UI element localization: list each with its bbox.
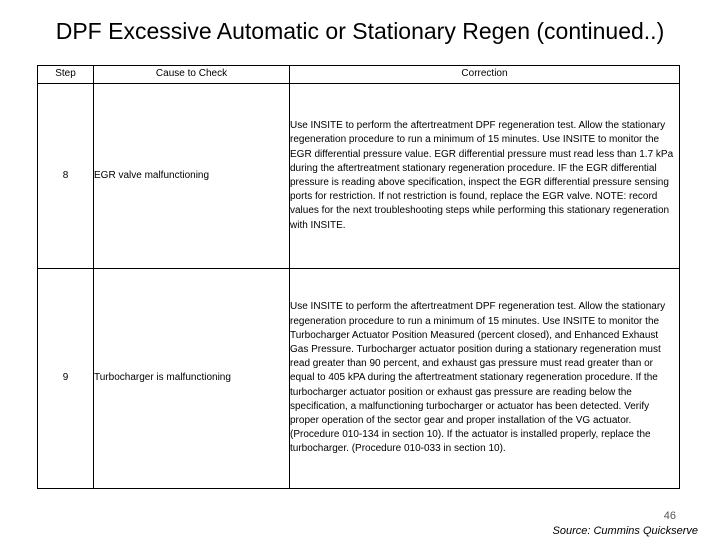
step-number: 8 xyxy=(38,84,94,269)
header-correction: Correction xyxy=(290,66,680,84)
table-row xyxy=(38,269,680,489)
source-credit: Source: Cummins Quickserve xyxy=(552,525,698,537)
cause-cell: EGR valve malfunctioning xyxy=(94,84,290,269)
header-step: Step xyxy=(38,66,94,84)
table-row xyxy=(38,84,680,269)
correction-cell: Use INSITE to perform the aftertreatment DPF regeneration test. Allow the stationary regeneration procedure to run a minimum of 15 minutes. Use INSITE to monitor the EGR differential pressure value. EGR differential pressure must read less than 1.7 kPa during the aftertreatment stationary regeneration procedure. IF the EGR differential pressure is reading above specification, inspect the EGR differential pressure sensing ports for restriction. If not restriction is found, replace the EGR valve. NOTE: record values for the next troubleshooting steps while performing this stationary regeneration with INSITE. xyxy=(290,84,680,269)
troubleshooting-table xyxy=(37,65,680,489)
step-number: 9 xyxy=(38,269,94,489)
cause-cell: Turbocharger is malfunctioning xyxy=(94,269,290,489)
page-number: 46 xyxy=(663,510,676,522)
slide-title: DPF Excessive Automatic or Stationary Regen (continued..) xyxy=(55,18,665,44)
header-cause: Cause to Check xyxy=(94,66,290,84)
correction-cell: Use INSITE to perform the aftertreatment DPF regeneration test. Allow the stationary regeneration procedure to run a minimum of 15 minutes. Use INSITE to monitor the Turbocharger Actuator Position Measured (percent closed), and Enhanced Exhaust Gas Pressure. Turbocharger actuator position during a stationary regeneration must read greater than 90 percent, and exhaust gas pressure must read greater than or equal to 405 kPA during the aftertreatment stationary regeneration procedure. If the turbocharger actuator position or exhaust gas pressure are reading below the specification, a malfunctioning turbocharger or actuator has been detected. Verify proper operation of the sector gear and proper installation of the VG actuator. (Procedure 010-134 in section 10). If the actuator is installed properly, replace the turbocharger. (Procedure 010-033 in section 10). xyxy=(290,269,680,489)
table-header-row xyxy=(38,66,680,84)
